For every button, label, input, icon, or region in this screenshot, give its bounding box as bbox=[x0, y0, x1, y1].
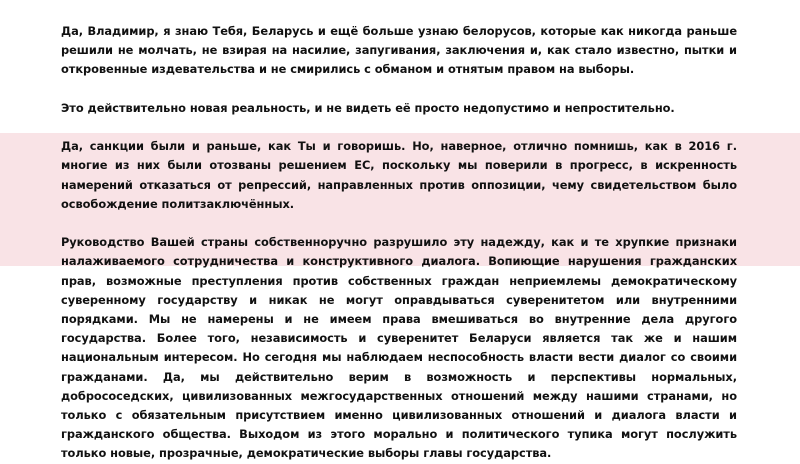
paragraph: Это действительно новая реальность, и не видеть её просто недопустимо и непростительно. bbox=[61, 100, 675, 115]
paragraph: Да, Владимир, я знаю Тебя, Беларусь и ещё больше узнаю белорусов, которые как никогда раньше решили не молчать, не взирая на насилие, запугивания, заключения и, как стало известно, пытки и откровенные издевательства и не смирились с обманом и отнятым правом на выборы. bbox=[61, 24, 737, 77]
paragraph: Да, санкции были и раньше, как Ты и говоришь. Но, наверное, отлично помнишь, как в 2016 г. многие из них были отозваны решением ЕС, поскольку мы поверили в прогресс, в искренность намерений отказаться от репрессий, направленных против оппозиции, чему свидетельством было освобождение политзаключённых. bbox=[61, 139, 737, 211]
paragraph: Руководство Вашей страны собственноручно разрушило эту надежду, как и те хрупкие признаки налаживаемого сотрудничества и конструктивного диалога. Вопиющие нарушения гражданских прав, возможные преступления против собственных граждан неприемлемы демократическому суверенному государству и никак не могут оправдываться суверенитетом или внутренними порядками. Мы не намерены и не имеем права вмешиваться во внутренние дела другого государства. Более того, независимость и суверенитет Беларуси является так же и нашим национальным интересом. Но сегодня мы наблюдаем неспособность власти вести диалог со своими гражданами. Да, мы действительно верим в возможность и перспективы нормальных, добрососедских, цивилизованных межгосударственных отношений между нашими странами, но только с обязательным присутствием именно цивилизованных отношений и диалога власти и гражданского общества. Выходом из этого морально и политического тупика могут послужить только новые, прозрачные, демократические выборы главы государства. bbox=[61, 235, 737, 461]
letter-body bbox=[61, 22, 737, 464]
